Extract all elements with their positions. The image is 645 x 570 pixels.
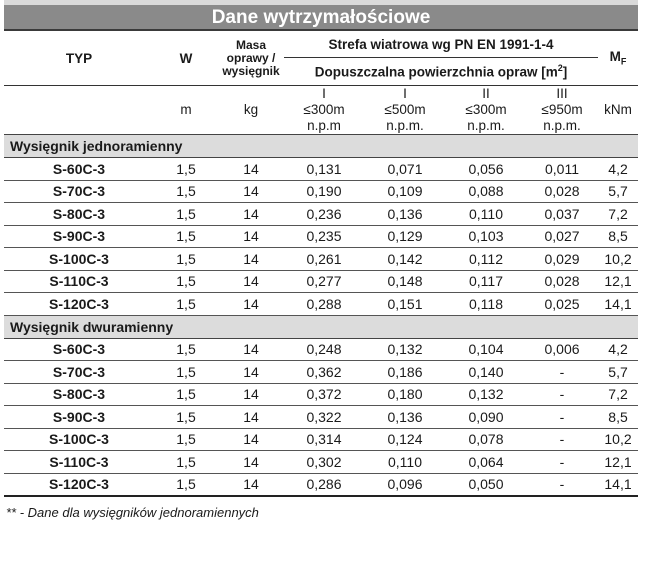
cell-mf: 5,7 <box>598 180 638 203</box>
cell-zone-1: 0,236 <box>284 203 364 226</box>
cell-zone-3: 0,090 <box>446 406 526 429</box>
cell-w: 1,5 <box>154 293 218 316</box>
cell-zone-1: 0,277 <box>284 270 364 293</box>
header-dopuszczalna <box>284 58 598 86</box>
cell-zone-1: 0,261 <box>284 248 364 271</box>
header-mf-sub: F <box>620 56 627 67</box>
header-masa-line1: Masa <box>235 37 267 52</box>
cell-zone-2: 0,136 <box>364 203 446 226</box>
cell-zone-4: 0,029 <box>526 248 598 271</box>
cell-mf: 7,2 <box>598 383 638 406</box>
cell-masa: 14 <box>218 293 284 316</box>
cell-w: 1,5 <box>154 451 218 474</box>
zone-3-unit: n.p.m. <box>467 118 505 133</box>
cell-zone-2: 0,180 <box>364 383 446 406</box>
cell-zone-2: 0,096 <box>364 473 446 496</box>
cell-zone-4: - <box>526 428 598 451</box>
cell-w: 1,5 <box>154 248 218 271</box>
cell-masa: 14 <box>218 203 284 226</box>
unit-mf: kNm <box>604 102 632 117</box>
table-row <box>4 293 638 316</box>
cell-zone-2: 0,186 <box>364 361 446 384</box>
zone-1-roman: I <box>322 86 326 101</box>
cell-typ: S-100C-3 <box>4 248 154 271</box>
cell-typ: S-90C-3 <box>4 225 154 248</box>
cell-zone-4: 0,006 <box>526 338 598 361</box>
section-header <box>4 135 638 158</box>
cell-mf: 14,1 <box>598 293 638 316</box>
cell-zone-1: 0,322 <box>284 406 364 429</box>
cell-masa: 14 <box>218 383 284 406</box>
table-body <box>4 135 638 497</box>
cell-zone-4: 0,037 <box>526 203 598 226</box>
cell-mf: 14,1 <box>598 473 638 496</box>
unit-blank <box>598 86 638 103</box>
cell-zone-4: 0,028 <box>526 270 598 293</box>
cell-typ: S-120C-3 <box>4 293 154 316</box>
cell-zone-3: 0,064 <box>446 451 526 474</box>
unit-blank <box>218 86 284 103</box>
cell-mf: 10,2 <box>598 428 638 451</box>
cell-masa: 14 <box>218 406 284 429</box>
header-w: W <box>179 50 193 66</box>
header-mf <box>598 31 638 86</box>
cell-zone-3: 0,078 <box>446 428 526 451</box>
table-row <box>4 225 638 248</box>
unit-blank <box>4 118 154 135</box>
section-header <box>4 315 638 338</box>
header-masa <box>218 31 284 86</box>
cell-w: 1,5 <box>154 225 218 248</box>
cell-mf: 8,5 <box>598 225 638 248</box>
cell-zone-4: - <box>526 473 598 496</box>
cell-mf: 12,1 <box>598 270 638 293</box>
table-row <box>4 361 638 384</box>
cell-zone-2: 0,151 <box>364 293 446 316</box>
unit-blank <box>4 102 154 118</box>
unit-w: m <box>180 102 192 117</box>
strength-table <box>4 31 638 497</box>
cell-zone-2: 0,071 <box>364 158 446 181</box>
cell-zone-4: - <box>526 406 598 429</box>
cell-zone-2: 0,110 <box>364 451 446 474</box>
cell-zone-3: 0,088 <box>446 180 526 203</box>
cell-zone-3: 0,104 <box>446 338 526 361</box>
cell-w: 1,5 <box>154 338 218 361</box>
cell-mf: 12,1 <box>598 451 638 474</box>
cell-zone-1: 0,372 <box>284 383 364 406</box>
cell-masa: 14 <box>218 158 284 181</box>
cell-masa: 14 <box>218 248 284 271</box>
cell-zone-3: 0,056 <box>446 158 526 181</box>
cell-zone-2: 0,129 <box>364 225 446 248</box>
cell-zone-3: 0,132 <box>446 383 526 406</box>
cell-zone-4: 0,028 <box>526 180 598 203</box>
cell-typ: S-60C-3 <box>4 158 154 181</box>
unit-masa: kg <box>243 102 259 117</box>
cell-masa: 14 <box>218 180 284 203</box>
cell-zone-1: 0,248 <box>284 338 364 361</box>
cell-zone-3: 0,140 <box>446 361 526 384</box>
table-row <box>4 473 638 496</box>
cell-w: 1,5 <box>154 473 218 496</box>
header-strefa: Strefa wiatrowa wg PN EN 1991-1-4 <box>328 36 554 52</box>
zone-1-limit: ≤300m <box>303 102 345 117</box>
cell-zone-3: 0,050 <box>446 473 526 496</box>
cell-typ: S-100C-3 <box>4 428 154 451</box>
footnote: ** - Dane dla wysięgników jednoramiennych <box>6 505 259 520</box>
cell-masa: 14 <box>218 338 284 361</box>
table-row <box>4 180 638 203</box>
cell-zone-1: 0,190 <box>284 180 364 203</box>
header-masa-line3: wysięgnik <box>222 63 280 78</box>
cell-mf: 4,2 <box>598 338 638 361</box>
zone-4-roman: III <box>556 86 568 101</box>
cell-w: 1,5 <box>154 428 218 451</box>
table-row <box>4 203 638 226</box>
cell-w: 1,5 <box>154 270 218 293</box>
cell-masa: 14 <box>218 361 284 384</box>
header-mf-main: M <box>609 49 621 65</box>
cell-zone-1: 0,286 <box>284 473 364 496</box>
header-dopuszczalna-text: Dopuszczalna powierzchnia opraw [m <box>314 64 558 80</box>
cell-w: 1,5 <box>154 180 218 203</box>
cell-typ: S-80C-3 <box>4 203 154 226</box>
cell-w: 1,5 <box>154 383 218 406</box>
zone-1-unit: n.p.m <box>307 118 341 133</box>
cell-zone-4: - <box>526 361 598 384</box>
cell-w: 1,5 <box>154 203 218 226</box>
unit-blank <box>4 86 154 103</box>
cell-masa: 14 <box>218 451 284 474</box>
cell-zone-2: 0,142 <box>364 248 446 271</box>
cell-w: 1,5 <box>154 361 218 384</box>
cell-mf: 10,2 <box>598 248 638 271</box>
cell-typ: S-120C-3 <box>4 473 154 496</box>
table-row <box>4 383 638 406</box>
cell-typ: S-80C-3 <box>4 383 154 406</box>
cell-mf: 5,7 <box>598 361 638 384</box>
cell-typ: S-70C-3 <box>4 180 154 203</box>
cell-zone-4: 0,011 <box>526 158 598 181</box>
cell-zone-4: - <box>526 383 598 406</box>
cell-mf: 8,5 <box>598 406 638 429</box>
cell-masa: 14 <box>218 270 284 293</box>
unit-blank <box>598 118 638 135</box>
cell-zone-4: 0,027 <box>526 225 598 248</box>
section-title: Wysięgnik dwuramienny <box>4 315 638 338</box>
cell-typ: S-90C-3 <box>4 406 154 429</box>
cell-w: 1,5 <box>154 406 218 429</box>
cell-zone-4: 0,025 <box>526 293 598 316</box>
header-masa-line2: oprawy / <box>226 50 276 65</box>
table-row <box>4 451 638 474</box>
zone-3-roman: II <box>482 86 490 101</box>
zone-3-limit: ≤300m <box>465 102 507 117</box>
section-title: Wysięgnik jednoramienny <box>4 135 638 158</box>
cell-typ: S-110C-3 <box>4 270 154 293</box>
cell-mf: 4,2 <box>598 158 638 181</box>
table-title: Dane wytrzymałościowe <box>4 5 638 31</box>
unit-blank <box>154 86 218 103</box>
cell-zone-2: 0,124 <box>364 428 446 451</box>
header-dopuszczalna-end: ] <box>562 64 568 80</box>
cell-zone-3: 0,118 <box>446 293 526 316</box>
table-row <box>4 406 638 429</box>
table-row <box>4 158 638 181</box>
cell-zone-3: 0,112 <box>446 248 526 271</box>
cell-typ: S-110C-3 <box>4 451 154 474</box>
cell-zone-3: 0,103 <box>446 225 526 248</box>
cell-masa: 14 <box>218 225 284 248</box>
cell-mf: 7,2 <box>598 203 638 226</box>
cell-zone-1: 0,302 <box>284 451 364 474</box>
table-row <box>4 248 638 271</box>
header-dopuszczalna-sup: 2 <box>557 63 563 74</box>
table-row <box>4 428 638 451</box>
cell-w: 1,5 <box>154 158 218 181</box>
header-typ: TYP <box>65 50 93 66</box>
zone-2-unit: n.p.m. <box>386 118 424 133</box>
cell-zone-2: 0,132 <box>364 338 446 361</box>
cell-zone-3: 0,117 <box>446 270 526 293</box>
cell-zone-1: 0,314 <box>284 428 364 451</box>
table-row <box>4 338 638 361</box>
cell-zone-4: - <box>526 451 598 474</box>
table-row <box>4 270 638 293</box>
unit-blank <box>218 118 284 135</box>
cell-zone-1: 0,362 <box>284 361 364 384</box>
zone-2-limit: ≤500m <box>384 102 426 117</box>
strength-data-table-container <box>4 0 638 520</box>
cell-zone-1: 0,131 <box>284 158 364 181</box>
cell-masa: 14 <box>218 428 284 451</box>
zone-4-unit: n.p.m. <box>543 118 581 133</box>
cell-zone-2: 0,109 <box>364 180 446 203</box>
unit-blank <box>154 118 218 135</box>
cell-typ: S-60C-3 <box>4 338 154 361</box>
zone-2-roman: I <box>403 86 407 101</box>
cell-zone-1: 0,235 <box>284 225 364 248</box>
cell-zone-2: 0,148 <box>364 270 446 293</box>
cell-zone-3: 0,110 <box>446 203 526 226</box>
cell-masa: 14 <box>218 473 284 496</box>
cell-typ: S-70C-3 <box>4 361 154 384</box>
zone-4-limit: ≤950m <box>541 102 583 117</box>
cell-zone-1: 0,288 <box>284 293 364 316</box>
cell-zone-2: 0,136 <box>364 406 446 429</box>
